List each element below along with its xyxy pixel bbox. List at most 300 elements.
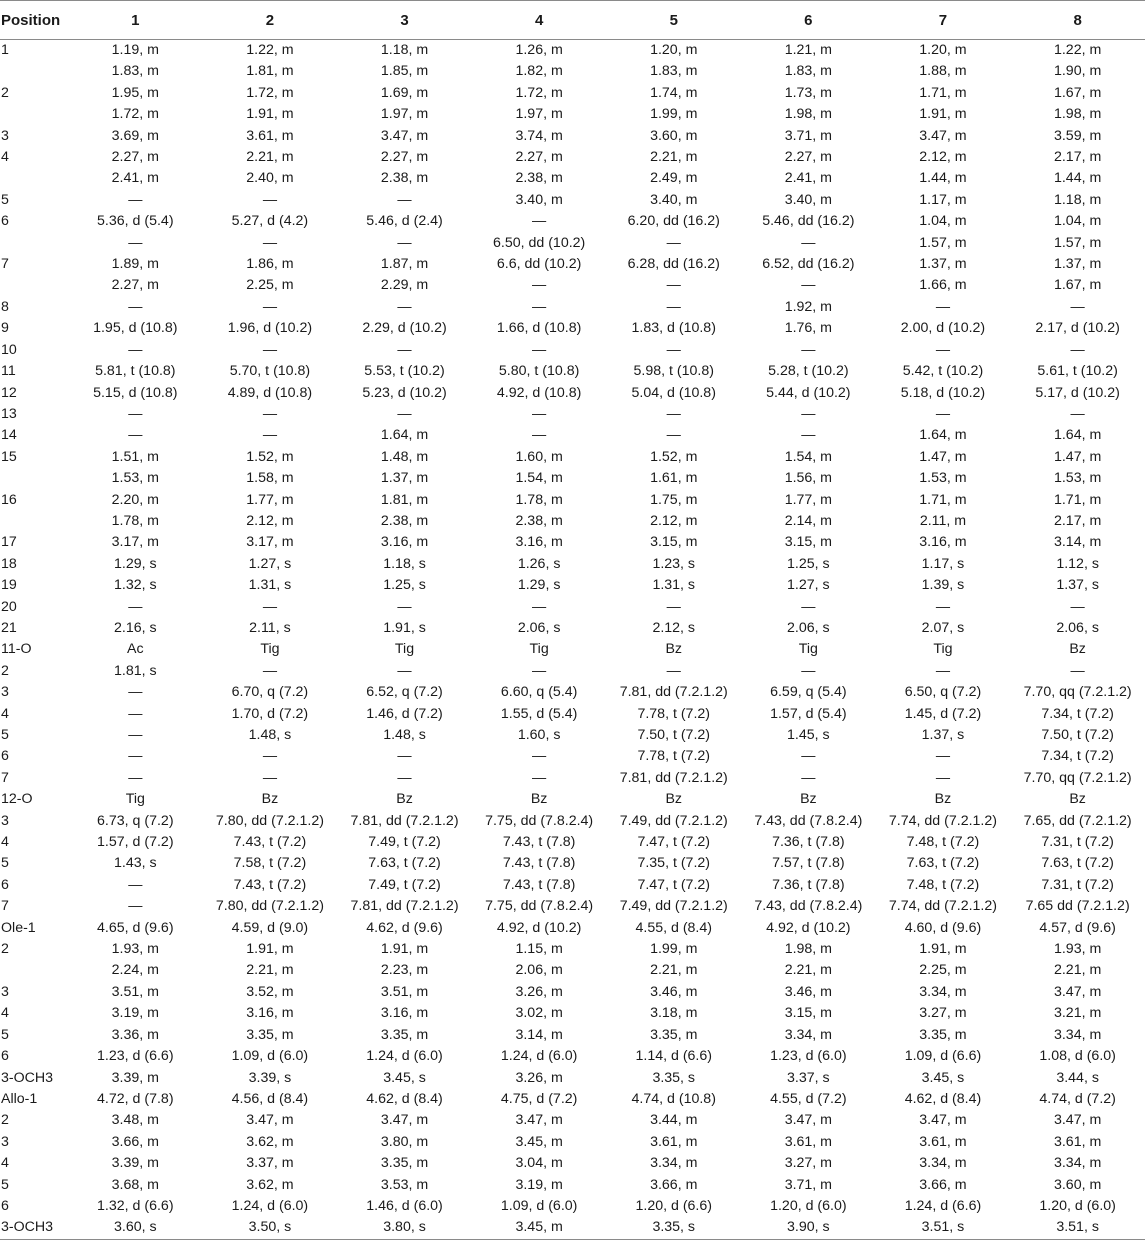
shift-cell: 3.47, m (1053, 983, 1102, 1000)
shift-cell: 7.50, t (7.2) (637, 727, 711, 743)
shift-cell: 2.12, m (919, 149, 967, 166)
table-row (0, 960, 1145, 981)
shift-cell: 3.15, m (650, 534, 698, 551)
table-row (0, 61, 1145, 82)
shift-cell: 3.46, m (784, 983, 833, 1000)
position-cell: 6 (1, 1197, 9, 1214)
shift-cell: 4.75, d (7.2) (500, 1090, 578, 1107)
shift-cell: 3.60, s (114, 1219, 157, 1236)
shift-cell: 5.80, t (10.8) (498, 363, 580, 380)
shift-cell: 2.27, m (515, 149, 563, 166)
shift-cell: 1.18, s (383, 555, 426, 572)
shift-cell: 5.46, dd (16.2) (762, 213, 855, 230)
shift-cell: 1.48, s (248, 727, 292, 743)
shift-cell: 2.38, m (515, 170, 563, 187)
shift-cell: — (128, 876, 143, 893)
shift-cell: 4.92, d (10.8) (496, 384, 582, 401)
shift-cell: 3.71, m (784, 1176, 833, 1193)
shift-cell: 7.81, dd (7.2.1.2) (350, 898, 459, 915)
position-cell: 5 (1, 1026, 9, 1043)
shift-cell: — (666, 427, 681, 444)
table-row (0, 532, 1145, 553)
table-row (0, 1046, 1145, 1067)
shift-cell: 1.69, m (380, 84, 429, 101)
shift-cell: 1.20, d (6.6) (635, 1197, 712, 1214)
shift-cell: 5.04, d (10.8) (631, 384, 716, 401)
shift-cell: 2.21, m (650, 149, 698, 166)
shift-cell: 1.43, s (114, 855, 157, 872)
shift-cell: — (666, 405, 681, 422)
shift-cell: — (397, 234, 412, 251)
shift-cell: 1.19, m (111, 42, 159, 58)
shift-cell: 1.67, m (1053, 277, 1102, 294)
shift-cell: — (666, 341, 681, 358)
column-header-compound-2: 2 (203, 1, 338, 40)
shift-cell: 7.36, t (7.8) (772, 834, 845, 851)
position-cell (0, 233, 68, 254)
shift-cell: 7.80, dd (7.2.1.2) (215, 812, 324, 829)
shift-cell: 3.40, m (650, 191, 698, 208)
shift-cell: — (801, 341, 816, 358)
position-cell: 8 (1, 298, 9, 315)
position-cell: 10 (1, 341, 17, 358)
table-row (0, 1110, 1145, 1131)
shift-cell: 1.53, m (111, 470, 159, 487)
position-cell: 16 (1, 491, 17, 508)
shift-cell: 1.93, m (111, 941, 159, 958)
shift-cell: 3.44, s (1056, 1069, 1099, 1086)
position-cell: 6 (1, 1048, 9, 1065)
position-cell: 5 (1, 191, 9, 208)
shift-cell: 1.97, m (515, 106, 563, 123)
shift-cell: 7.50, t (7.2) (1041, 727, 1114, 743)
shift-cell: 3.46, m (650, 983, 698, 1000)
shift-cell: — (532, 341, 547, 358)
shift-cell: 1.85, m (380, 63, 429, 80)
shift-cell: 3.62, m (246, 1133, 294, 1150)
shift-cell: 5.44, d (10.2) (766, 384, 851, 401)
shift-cell: 7.74, dd (7.2.1.2) (888, 812, 997, 829)
shift-cell: — (532, 427, 547, 444)
shift-cell: — (262, 191, 277, 208)
shift-cell: 7.81, dd (7.2.1.2) (619, 684, 728, 701)
shift-cell: 4.59, d (9.0) (231, 919, 309, 936)
table-row (0, 361, 1145, 382)
shift-cell: 3.47, m (380, 127, 429, 144)
table-row (0, 211, 1145, 232)
shift-cell: 3.60, m (650, 127, 698, 144)
shift-cell: — (935, 662, 951, 679)
shift-cell: 2.11, m (919, 512, 967, 529)
shift-cell: 7.65 dd (7.2.1.2) (1025, 898, 1130, 915)
column-header-position: Position (0, 1, 68, 40)
position-cell: 13 (1, 405, 17, 422)
shift-cell: Bz (396, 791, 413, 808)
shift-cell: — (128, 598, 143, 615)
table-row (0, 318, 1145, 339)
shift-cell: 3.15, m (784, 534, 833, 551)
shift-cell: 1.48, s (383, 727, 426, 743)
shift-cell: 2.29, m (380, 277, 429, 294)
shift-cell: 7.65, dd (7.2.1.2) (1023, 812, 1132, 829)
shift-cell: 1.95, m (111, 84, 159, 101)
header-row (0, 1, 1145, 40)
shift-cell: — (262, 341, 277, 358)
shift-cell: 3.40, m (515, 191, 563, 208)
position-cell: 5 (1, 855, 9, 872)
shift-cell: 1.72, m (246, 84, 294, 101)
shift-cell: 1.91, m (919, 941, 967, 958)
shift-cell: 1.12, s (1056, 555, 1099, 572)
shift-cell: 1.24, d (6.0) (231, 1197, 309, 1214)
shift-cell: 2.17, m (1053, 149, 1102, 166)
shift-cell: 6.6, dd (10.2) (496, 256, 582, 273)
position-cell (0, 511, 68, 532)
shift-cell: — (128, 405, 143, 422)
shift-cell: — (128, 427, 143, 444)
shift-cell: 1.55, d (5.4) (500, 705, 578, 722)
shift-cell: 1.52, m (246, 448, 294, 465)
shift-cell: 1.17, m (919, 191, 967, 208)
table-row (0, 168, 1145, 189)
shift-cell: — (1070, 662, 1085, 679)
shift-cell: 5.23, d (10.2) (362, 384, 447, 401)
shift-cell: — (935, 598, 951, 615)
shift-cell: 3.35, m (246, 1026, 294, 1043)
shift-cell: 3.34, m (1053, 1155, 1102, 1172)
position-cell: 5 (1, 1176, 9, 1193)
shift-cell: 4.62, d (8.4) (904, 1090, 982, 1107)
shift-cell: 1.56, m (784, 470, 833, 487)
shift-cell: — (801, 748, 816, 765)
shift-cell: — (801, 598, 816, 615)
shift-cell: 1.71, m (919, 84, 967, 101)
shift-cell: 3.51, s (1056, 1219, 1099, 1236)
shift-cell: 1.48, m (380, 448, 429, 465)
shift-cell: 1.04, m (919, 213, 967, 230)
shift-cell: — (128, 341, 143, 358)
shift-cell: 1.15, m (515, 941, 563, 958)
shift-cell: 2.17, m (1053, 512, 1102, 529)
shift-cell: 2.24, m (111, 962, 159, 979)
position-cell: 4 (1, 1155, 9, 1172)
shift-cell: 7.75, dd (7.8.2.4) (485, 898, 594, 915)
shift-cell: 1.24, d (6.0) (366, 1048, 443, 1065)
shift-cell: 3.45, m (515, 1219, 563, 1236)
shift-cell: 5.28, t (10.2) (768, 363, 849, 380)
column-header-compound-8: 8 (1010, 1, 1145, 40)
position-cell: 12-O (1, 791, 33, 808)
shift-cell: Bz (1069, 641, 1086, 658)
table-row (0, 1175, 1145, 1196)
shift-cell: 7.63, t (7.2) (906, 855, 980, 872)
shift-cell: 6.28, dd (16.2) (627, 256, 720, 273)
shift-cell: — (666, 277, 681, 294)
shift-cell: 7.49, t (7.2) (368, 834, 441, 851)
shift-cell: — (532, 405, 547, 422)
shift-cell: 3.61, m (246, 127, 294, 144)
shift-cell: 1.22, m (1053, 42, 1102, 58)
shift-cell: Bz (261, 791, 279, 808)
shift-cell: — (801, 427, 816, 444)
shift-cell: 1.99, m (650, 106, 698, 123)
position-cell: 6 (1, 213, 9, 230)
shift-cell: 4.55, d (8.4) (635, 919, 712, 936)
shift-cell: 5.53, t (10.2) (364, 363, 445, 380)
table-row (0, 383, 1145, 404)
shift-cell: 1.32, d (6.6) (97, 1197, 174, 1214)
shift-cell: 7.80, dd (7.2.1.2) (215, 898, 324, 915)
shift-cell: — (262, 405, 277, 422)
position-cell: 2 (1, 84, 9, 101)
table-row (0, 1003, 1145, 1024)
shift-cell: 7.47, t (7.2) (637, 834, 711, 851)
shift-cell: — (532, 748, 547, 765)
position-cell (0, 275, 68, 296)
shift-cell: 5.36, d (5.4) (97, 213, 174, 230)
table-row (0, 939, 1145, 960)
shift-cell: 3.16, m (919, 534, 967, 551)
shift-cell: 1.26, s (517, 555, 561, 572)
shift-cell: 7.75, dd (7.8.2.4) (485, 812, 594, 829)
shift-cell: 1.23, d (6.6) (97, 1048, 174, 1065)
shift-cell: 3.14, m (515, 1026, 563, 1043)
shift-cell: 3.16, m (380, 1005, 429, 1022)
shift-cell: 4.74, d (7.2) (1039, 1090, 1116, 1107)
shift-cell: 1.88, m (919, 63, 967, 80)
shift-cell: 3.04, m (515, 1155, 563, 1172)
table-row (0, 554, 1145, 575)
shift-cell: 4.92, d (10.2) (766, 919, 851, 936)
shift-cell: — (801, 277, 816, 294)
shift-cell: 1.74, m (650, 84, 698, 101)
shift-cell: — (801, 769, 816, 786)
shift-cell: 1.25, s (383, 577, 426, 594)
shift-cell: 7.58, t (7.2) (233, 855, 307, 872)
shift-cell: 3.61, m (650, 1133, 698, 1150)
position-cell: 6 (1, 876, 9, 893)
shift-cell: 1.89, m (111, 256, 159, 273)
table-row (0, 639, 1145, 660)
shift-cell: — (262, 769, 277, 786)
position-cell: 19 (1, 577, 17, 594)
shift-cell: 1.23, d (6.0) (770, 1048, 847, 1065)
shift-cell: 6.70, q (7.2) (231, 684, 309, 701)
shift-cell: 2.27, m (111, 277, 159, 294)
shift-cell: 1.75, m (650, 491, 698, 508)
shift-cell: 1.91, m (919, 106, 967, 123)
table-row (0, 918, 1145, 939)
column-header-compound-3: 3 (337, 1, 472, 40)
shift-cell: — (801, 405, 816, 422)
shift-cell: — (262, 598, 277, 615)
table-row (0, 1089, 1145, 1110)
shift-cell: 5.27, d (4.2) (231, 213, 309, 230)
shift-cell: — (397, 191, 412, 208)
shift-cell: 1.81, s (114, 662, 157, 679)
table-row (0, 1196, 1145, 1217)
shift-cell: 7.81, dd (7.2.1.2) (619, 769, 728, 786)
table-row (0, 597, 1145, 618)
position-cell: 3 (1, 127, 9, 144)
shift-cell: — (532, 277, 547, 294)
shift-cell: 7.49, dd (7.2.1.2) (619, 898, 728, 915)
shift-cell: 3.69, m (111, 127, 159, 144)
position-cell (0, 960, 68, 981)
shift-cell: 2.25, m (919, 962, 967, 979)
shift-cell: 7.43, dd (7.8.2.4) (754, 812, 863, 829)
shift-cell: 3.21, m (1053, 1005, 1102, 1022)
shift-cell: 1.61, m (650, 470, 698, 487)
shift-cell: 1.57, d (7.2) (97, 834, 174, 851)
shift-cell: 3.17, m (111, 534, 159, 551)
shift-cell: — (262, 427, 277, 444)
shift-cell: 3.68, m (111, 1176, 159, 1193)
shift-cell: 1.09, d (6.0) (231, 1048, 309, 1065)
shift-cell: 1.67, m (1053, 84, 1102, 101)
shift-cell: 1.72, m (111, 106, 159, 123)
shift-cell: — (128, 298, 143, 315)
shift-cell: 3.37, s (787, 1069, 830, 1086)
shift-cell: 2.12, s (652, 619, 696, 636)
shift-cell: — (666, 298, 681, 315)
shift-cell: 3.19, m (111, 1005, 159, 1022)
shift-cell: 1.37, s (921, 727, 965, 743)
shift-cell: 1.77, m (784, 491, 833, 508)
shift-cell: — (532, 662, 547, 679)
shift-cell: 1.09, d (6.0) (500, 1197, 578, 1214)
shift-cell: 1.21, m (784, 42, 833, 58)
shift-cell: 5.81, t (10.8) (95, 363, 176, 380)
shift-cell: — (262, 662, 277, 679)
shift-cell: 1.09, d (6.6) (904, 1048, 982, 1065)
shift-cell: 3.47, m (380, 1112, 429, 1129)
position-cell (0, 468, 68, 489)
table-row (0, 746, 1145, 767)
shift-cell: 6.60, q (5.4) (500, 684, 578, 701)
shift-cell: 3.90, s (787, 1219, 830, 1236)
shift-cell: 3.80, m (380, 1133, 429, 1150)
shift-cell: 1.39, s (921, 577, 965, 594)
shift-cell: 3.19, m (515, 1176, 563, 1193)
shift-cell: 2.21, m (650, 962, 698, 979)
shift-cell: Bz (1069, 791, 1086, 808)
table-row (0, 768, 1145, 789)
shift-cell: 7.35, t (7.2) (637, 855, 711, 872)
shift-cell: 7.81, dd (7.2.1.2) (350, 812, 459, 829)
shift-cell: 2.16, s (114, 619, 157, 636)
shift-cell: — (1070, 405, 1085, 422)
shift-cell: 2.27, m (784, 149, 833, 166)
shift-cell: — (666, 598, 681, 615)
shift-cell: 5.42, t (10.2) (902, 363, 984, 380)
shift-cell: 1.96, d (10.2) (227, 320, 313, 337)
shift-cell: 5.15, d (10.8) (93, 384, 178, 401)
shift-cell: 1.78, m (111, 512, 159, 529)
shift-cell: — (262, 234, 277, 251)
shift-cell: 1.76, m (784, 320, 833, 337)
table-row (0, 896, 1145, 917)
shift-cell: 4.72, d (7.8) (97, 1090, 174, 1107)
shift-cell: 3.47, m (919, 1112, 967, 1129)
shift-cell: 5.46, d (2.4) (366, 213, 443, 230)
shift-cell: 3.14, m (1053, 534, 1102, 551)
shift-cell: 6.52, dd (16.2) (762, 256, 855, 273)
shift-cell: 2.29, d (10.2) (362, 320, 447, 337)
position-cell: 9 (1, 320, 9, 337)
table-row (0, 404, 1145, 425)
shift-cell: — (801, 234, 816, 251)
shift-cell: 1.57, m (919, 234, 967, 251)
shift-cell: 5.17, d (10.2) (1035, 384, 1120, 401)
shift-cell: 4.92, d (10.2) (496, 919, 582, 936)
table-row (0, 447, 1145, 468)
shift-cell: 1.98, m (784, 941, 833, 958)
shift-cell: — (128, 727, 143, 743)
shift-cell: 6.50, q (7.2) (904, 684, 982, 701)
shift-cell: 1.45, s (787, 727, 830, 743)
shift-cell: 1.81, m (380, 491, 429, 508)
shift-cell: 6.20, dd (16.2) (627, 213, 720, 230)
column-header-compound-4: 4 (472, 1, 607, 40)
shift-cell: 3.66, m (111, 1133, 159, 1150)
shift-cell: 3.66, m (650, 1176, 698, 1193)
shift-cell: 3.34, m (919, 1155, 967, 1172)
shift-cell: 1.47, m (1053, 448, 1102, 465)
position-cell: 11-O (1, 641, 32, 658)
position-cell: 3-OCH3 (1, 1069, 54, 1086)
table-row (0, 789, 1145, 810)
shift-cell: 1.31, s (652, 577, 696, 594)
shift-cell: 2.20, m (111, 491, 159, 508)
shift-cell: — (397, 769, 412, 786)
shift-cell: 3.53, m (380, 1176, 429, 1193)
shift-cell: 2.06, s (517, 619, 561, 636)
shift-cell: 2.06, s (787, 619, 830, 636)
shift-cell: 3.59, m (1053, 127, 1102, 144)
shift-cell: 3.61, m (784, 1133, 833, 1150)
shift-cell: 1.24, d (6.6) (904, 1197, 982, 1214)
table-row (0, 233, 1145, 254)
shift-cell: Ac (127, 641, 144, 658)
table-row (0, 340, 1145, 361)
shift-cell: 7.43, t (7.8) (502, 855, 576, 872)
position-cell (0, 104, 68, 125)
shift-cell: 1.46, d (7.2) (366, 705, 443, 722)
shift-cell: 1.83, d (10.8) (631, 320, 716, 337)
shift-cell: 1.83, m (650, 63, 698, 80)
shift-cell: 3.34, m (1053, 1026, 1102, 1043)
table-row (0, 832, 1145, 853)
position-cell: Allo-1 (1, 1090, 38, 1107)
shift-cell: 1.26, m (515, 42, 563, 58)
shift-cell: — (397, 748, 412, 765)
shift-cell: 3.47, m (515, 1112, 563, 1129)
table-header (0, 1, 1145, 40)
shift-cell: 7.36, t (7.8) (772, 876, 845, 893)
position-cell: 14 (1, 427, 17, 444)
shift-cell: 3.35, m (650, 1026, 698, 1043)
position-cell: 2 (1, 662, 9, 679)
shift-cell: 1.64, m (919, 427, 967, 444)
position-cell (0, 61, 68, 82)
shift-cell: 4.56, d (8.4) (231, 1090, 309, 1107)
position-cell: 4 (1, 705, 9, 722)
shift-cell: 1.29, s (517, 577, 561, 594)
shift-cell: 1.08, d (6.0) (1039, 1048, 1116, 1065)
shift-cell: — (128, 705, 143, 722)
shift-cell: 1.25, s (787, 555, 830, 572)
